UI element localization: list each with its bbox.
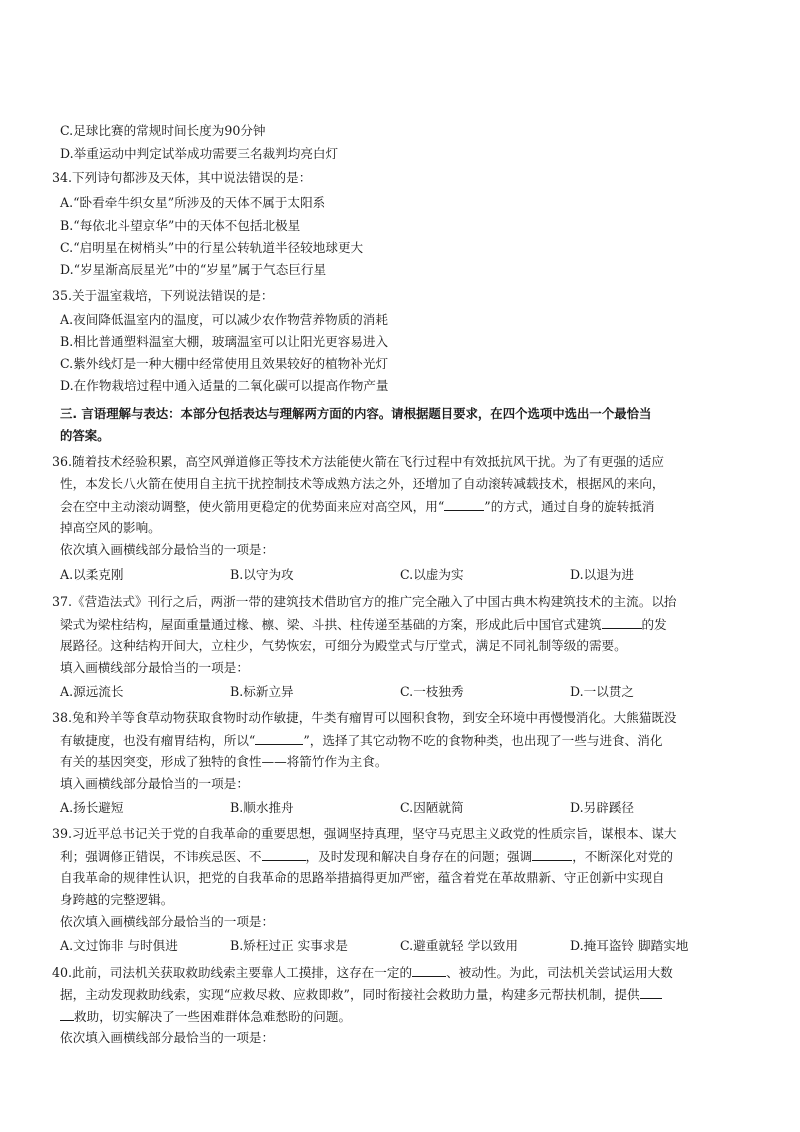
q36-option-c: C.以虚为实 bbox=[400, 567, 464, 582]
q34-stem: 34.下列诗句都涉及天体，其中说法错误的是： bbox=[52, 170, 312, 185]
q40-blank-2a bbox=[640, 984, 662, 999]
q38-option-d: D.另辟蹊径 bbox=[570, 800, 635, 815]
q38-line2 bbox=[60, 730, 662, 751]
q39-prompt: 依次填入画横线部分最恰当的一项是： bbox=[60, 914, 275, 929]
q36-blank bbox=[444, 496, 484, 511]
q40-line2 bbox=[60, 984, 662, 1005]
q39-line2-tail: ，不断深化对党的 bbox=[572, 849, 673, 864]
q38-line1: 38.兔和羚羊等食草动物获取食物时动作敏捷，牛类有瘤胃可以囤积食物，到安全环境中再慢慢消化。大熊猫既没 bbox=[52, 710, 677, 725]
q35-option-c: C.紫外线灯是一种大棚中经常使用且效果较好的植物补光灯 bbox=[60, 356, 389, 371]
q38-option-c: C.因陋就简 bbox=[400, 800, 464, 815]
q34-option-b: B.“每依北斗望京华”中的天体不包括北极星 bbox=[60, 218, 301, 233]
q38-line2-tail: ”，选择了其它动物不吃的食物种类，也出现了一些与进食、消化 bbox=[303, 733, 663, 748]
q39-option-c: C.避重就轻 学以致用 bbox=[400, 938, 518, 953]
q33-option-c: C.足球比赛的常规时间长度为90分钟 bbox=[60, 123, 266, 138]
q37-option-a: A.源远流长 bbox=[60, 684, 124, 699]
q36-line3-tail: ”的方式，通过自身的旋转抵消 bbox=[484, 499, 655, 514]
q38-line3: 有关的基因突变，形成了独特的食性——将箭竹作为主食。 bbox=[60, 754, 388, 769]
q38-prompt: 填入画横线部分最恰当的一项是： bbox=[60, 776, 249, 791]
q36-option-b: B.以守为攻 bbox=[230, 567, 294, 582]
q36-prompt: 依次填入画横线部分最恰当的一项是： bbox=[60, 542, 275, 557]
q40-line1-text: 40.此前，司法机关获取救助线索主要靠人工摸排，这存在一定的 bbox=[52, 965, 413, 980]
q39-line4: 身跨越的完整逻辑。 bbox=[60, 892, 174, 907]
q40-prompt: 依次填入画横线部分最恰当的一项是： bbox=[60, 1030, 275, 1045]
q36-line1: 36.随着技术经验积累，高空风弹道修正等技术方法能使火箭在飞行过程中有效抵抗风干扰。为了有更强的适应 bbox=[52, 454, 664, 469]
q40-line3 bbox=[60, 1006, 351, 1027]
q39-blank-1 bbox=[262, 846, 306, 861]
q36-line3-text: 会在空中主动滚动调整，使火箭用更稳定的优势面来应对高空风，用“ bbox=[60, 499, 445, 514]
q40-line1-tail: 、被动性。为此，司法机关尝试运用大数 bbox=[446, 965, 673, 980]
q37-blank bbox=[602, 614, 642, 629]
q37-option-b: B.标新立异 bbox=[230, 684, 294, 699]
q39-option-a: A.文过饰非 与时俱进 bbox=[60, 938, 178, 953]
q34-option-a: A.“卧看牵牛织女星”所涉及的天体不属于太阳系 bbox=[60, 195, 326, 210]
q40-blank-2b bbox=[60, 1006, 74, 1021]
q39-line2-mid: ，及时发现和解决自身存在的问题；强调 bbox=[305, 849, 533, 864]
q36-option-a: A.以柔克刚 bbox=[60, 567, 124, 582]
q37-option-c: C.一枝独秀 bbox=[400, 684, 464, 699]
q39-line1: 39.习近平总书记关于党的自我革命的重要思想，强调坚持真理，坚守马克思主义政党的性质宗旨，谋根本、谋大 bbox=[52, 826, 677, 841]
q39-line3: 自我革命的规律性认识，把党的自我革命的思路举措搞得更加严密，蕴含着党在革故鼎新、守正创新中实现自 bbox=[60, 870, 665, 885]
q37-line2-tail: 的发 bbox=[641, 617, 667, 632]
q40-line3-text: 救助，切实解决了一些困难群体急难愁盼的问题。 bbox=[74, 1009, 352, 1024]
section-heading-line2: 的答案。 bbox=[60, 428, 110, 443]
q40-line1 bbox=[52, 962, 673, 983]
q39-option-d: D.掩耳盗铃 脚踏实地 bbox=[570, 938, 689, 953]
q36-line3 bbox=[60, 496, 654, 517]
q40-line2-text: 据，主动发现救助线索，实现“应救尽救、应救即救”，同时衔接社会救助力量，构建多元帮扶机制，提供 bbox=[60, 987, 640, 1002]
q36-option-d: D.以退为进 bbox=[570, 567, 635, 582]
q37-line1: 37.《营造法式》刊行之后，两浙一带的建筑技术借助官方的推广完全融入了中国古典木构建筑技术的主流。以抬 bbox=[52, 594, 677, 609]
q37-line3: 展路径。这种结构开间大，立柱少，气势恢宏，可细分为殿堂式与厅堂式，满足不同礼制等级的需要。 bbox=[60, 638, 627, 653]
q35-option-a: A.夜间降低温室内的温度，可以减少农作物营养物质的消耗 bbox=[60, 312, 388, 327]
q39-line2-text: 利；强调修正错误，不讳疾忌医、不 bbox=[60, 849, 262, 864]
q37-prompt: 填入画横线部分最恰当的一项是： bbox=[60, 660, 249, 675]
q37-line2-text: 梁式为梁柱结构，屋面重量通过椽、檩、梁、斗拱、柱传递至基础的方案，形成此后中国官式建筑 bbox=[60, 617, 602, 632]
q38-line2-text: 有敏捷度，也没有瘤胃结构，所以“ bbox=[60, 733, 256, 748]
q36-line4: 掉高空风的影响。 bbox=[60, 520, 161, 535]
q39-blank-2 bbox=[532, 846, 572, 861]
q36-line2: 性，本发长八火箭在使用自主抗干扰控制技术等成熟方法之外，还增加了自动滚转减载技术，根据风的来向， bbox=[60, 476, 665, 491]
q35-stem: 35.关于温室栽培，下列说法错误的是： bbox=[52, 288, 274, 303]
q39-option-b: B.矫枉过正 实事求是 bbox=[230, 938, 349, 953]
q33-option-d: D.举重运动中判定试举成功需要三名裁判均亮白灯 bbox=[60, 146, 339, 161]
q39-line2 bbox=[60, 846, 673, 867]
q34-option-c: C.“启明星在树梢头”中的行星公转轨道半径较地球更大 bbox=[60, 240, 364, 255]
q40-blank-1 bbox=[412, 962, 446, 977]
q38-option-b: B.顺水推舟 bbox=[230, 800, 294, 815]
q38-option-a: A.扬长避短 bbox=[60, 800, 124, 815]
q35-option-d: D.在作物栽培过程中通入适量的二氧化碳可以提高作物产量 bbox=[60, 378, 389, 393]
q37-option-d: D.一以贯之 bbox=[570, 684, 635, 699]
q35-option-b: B.相比普通塑料温室大棚，玻璃温室可以让阳光更容易进入 bbox=[60, 334, 389, 349]
q34-option-d: D.“岁星渐高辰星光”中的“岁星”属于气态巨行星 bbox=[60, 262, 327, 277]
q37-line2 bbox=[60, 614, 667, 635]
section-heading-line1: 三. 言语理解与表达：本部分包括表达与理解两方面的内容。请根据题目要求，在四个选项中选出一个最恰当 bbox=[60, 406, 652, 421]
q38-blank bbox=[255, 730, 303, 745]
